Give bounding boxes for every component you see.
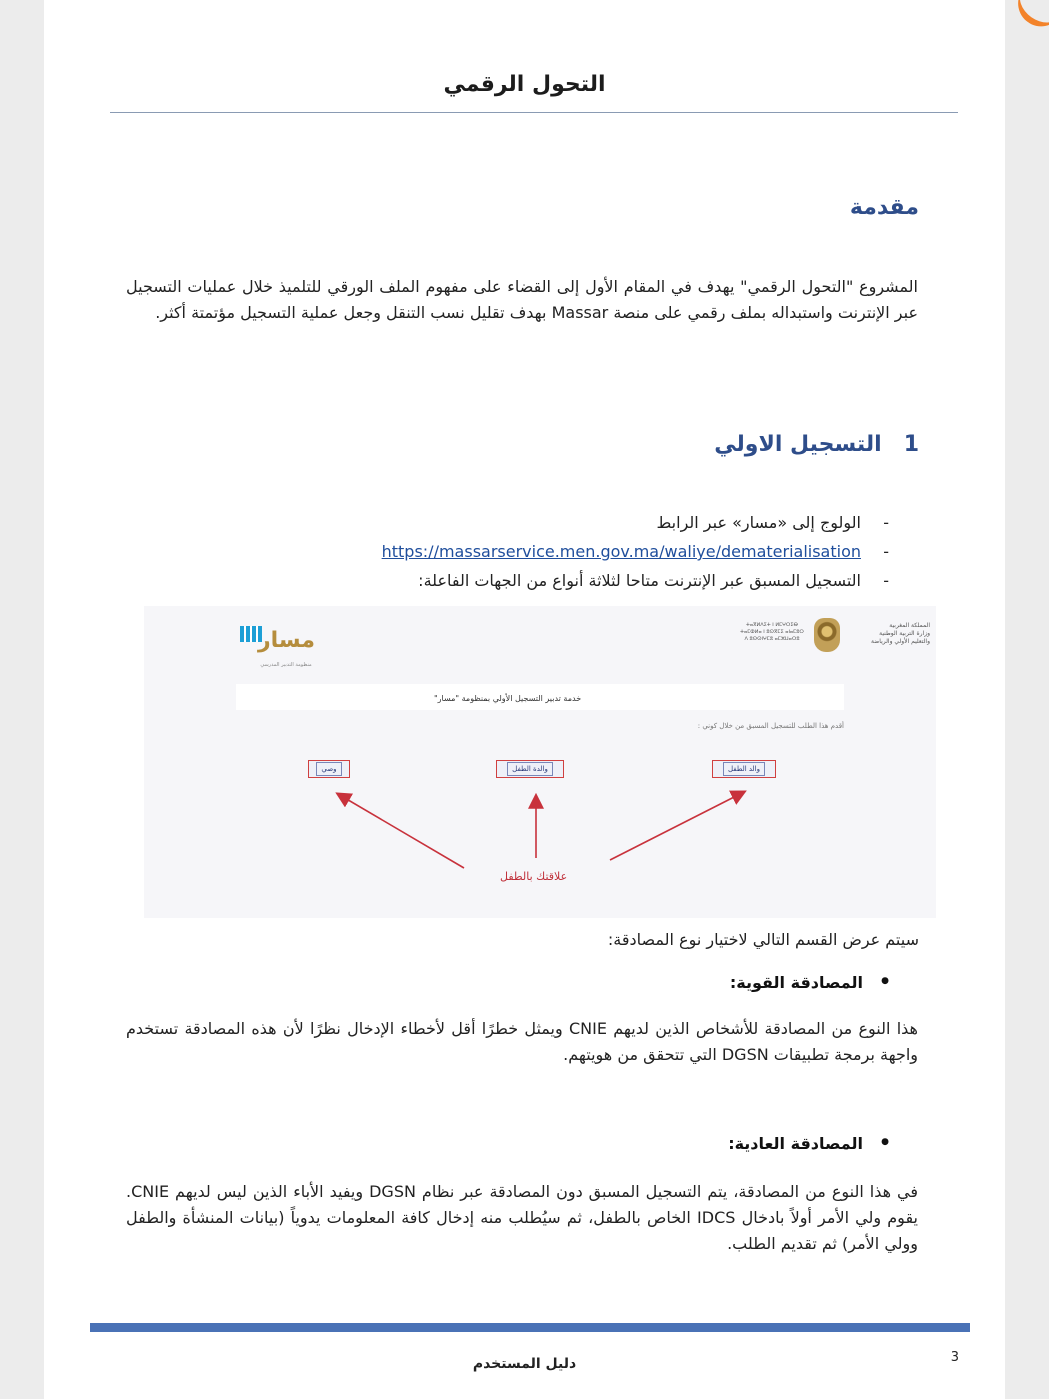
intro-heading: مقدمة: [849, 195, 919, 220]
document-page: [44, 0, 1005, 1399]
list-item: [329, 566, 889, 595]
list-item: [329, 537, 889, 566]
arrow-to-father: [610, 792, 744, 860]
page-title: التحول الرقمي: [443, 72, 606, 97]
guardian-button[interactable]: وصي: [308, 760, 350, 778]
service-card-title: خدمة تدبير التسجيل الأولي بمنظومة "مسار": [434, 694, 582, 703]
section-title: التسجيل الاولي: [714, 432, 882, 457]
list-item-text: الولوج إلى «مسار» عبر الرابط: [656, 513, 861, 532]
father-button[interactable]: والد الطفل: [712, 760, 776, 778]
auth-lead: سيتم عرض القسم التالي لاختيار نوع المصادقة:: [607, 930, 919, 949]
dash-list: [329, 508, 889, 595]
massar-logo-subtitle: منظومة التدبير المدرسي: [260, 662, 312, 668]
arrow-to-guardian: [338, 794, 464, 868]
strong-auth-title: ● المصادقة القوية:: [730, 973, 889, 992]
list-item: [329, 508, 889, 537]
page-number: 3: [950, 1350, 959, 1365]
footer-label: دليل المستخدم: [472, 1356, 577, 1372]
ministry-arabic: المملكة المغربية وزارة التربية الوطنية والتعليم الأولي والرياضة: [870, 622, 930, 645]
intro-paragraph: المشروع "التحول الرقمي" يهدف في المقام الأول إلى القضاء على مفهوم الملف الورقي للتلميذ خلال عمليات التسجيل عبر الإنترنت واستبداله بملف رقمي على منصة Massar بهدف تقليل نسب التنقل وجعل عملية التسجيل مؤتمتة أكثر.: [126, 277, 918, 322]
normal-auth-text: في هذا النوع من المصادقة، يتم التسجيل المسبق دون المصادقة عبر نظام DGSN ويفيد الأباء الذين ليس لديهم CNIE. يقوم ولي الأمر أولاً بادخال IDCS الخاص بالطفل، ثم سيُطلب منه إدخال كافة المعلومات يدوياً (بيانات المنشأة والطفل وولي الأمر) ثم تقديم الطلب.: [126, 1182, 919, 1253]
title-divider: [110, 112, 958, 113]
dash-marker: -: [883, 571, 889, 590]
embedded-screenshot: [144, 606, 936, 918]
section-heading: [714, 432, 919, 457]
corner-decoration: [1009, 0, 1049, 35]
dash-marker: -: [883, 542, 889, 561]
massar-logo-text: مسار: [258, 628, 315, 653]
ministry-tifinagh: ⵜⴰⴳⵍⴷⵉⵜ ⵏ ⵍⵎⵖⵔⵉⴱ ⵜⴰⵎⵀⵍⴰ ⵏ ⵓⵙⴳⵎⵉ ⴰⵏⴰⵎⵓⵔ ⴷ ⵓⵙⵙⵏⵖⵎⵓ ⴰⵎⵣⵡⴰⵔⵓ: [740, 622, 804, 642]
strong-auth-text: هذا النوع من المصادقة للأشخاص الذين لديهم CNIE ويمثل خطرًا أقل لأخطاء الإدخال نظرًا لأن هذه المصادقة تستخدم واجهة برمجة تطبيقات DGSN التي تتحقق من هويتهم.: [126, 1019, 918, 1064]
dash-marker: -: [883, 513, 889, 532]
footer-bar: [90, 1323, 970, 1332]
massar-link[interactable]: https://massarservice.men.gov.ma/waliye/dematerialisation: [381, 542, 861, 561]
normal-auth-title: ● المصادقة العادية:: [728, 1134, 889, 1153]
list-item-text: التسجيل المسبق عبر الإنترنت متاحا لثلاثة أنواع من الجهات الفاعلة:: [418, 571, 861, 590]
service-card-note: أقدم هذا الطلب للتسجيل المسبق من خلال كوني :: [697, 722, 844, 730]
relation-label: علاقتك بالطفل: [500, 870, 568, 883]
section-number: 1: [903, 432, 919, 457]
mother-button[interactable]: والدة الطفل: [496, 760, 564, 778]
